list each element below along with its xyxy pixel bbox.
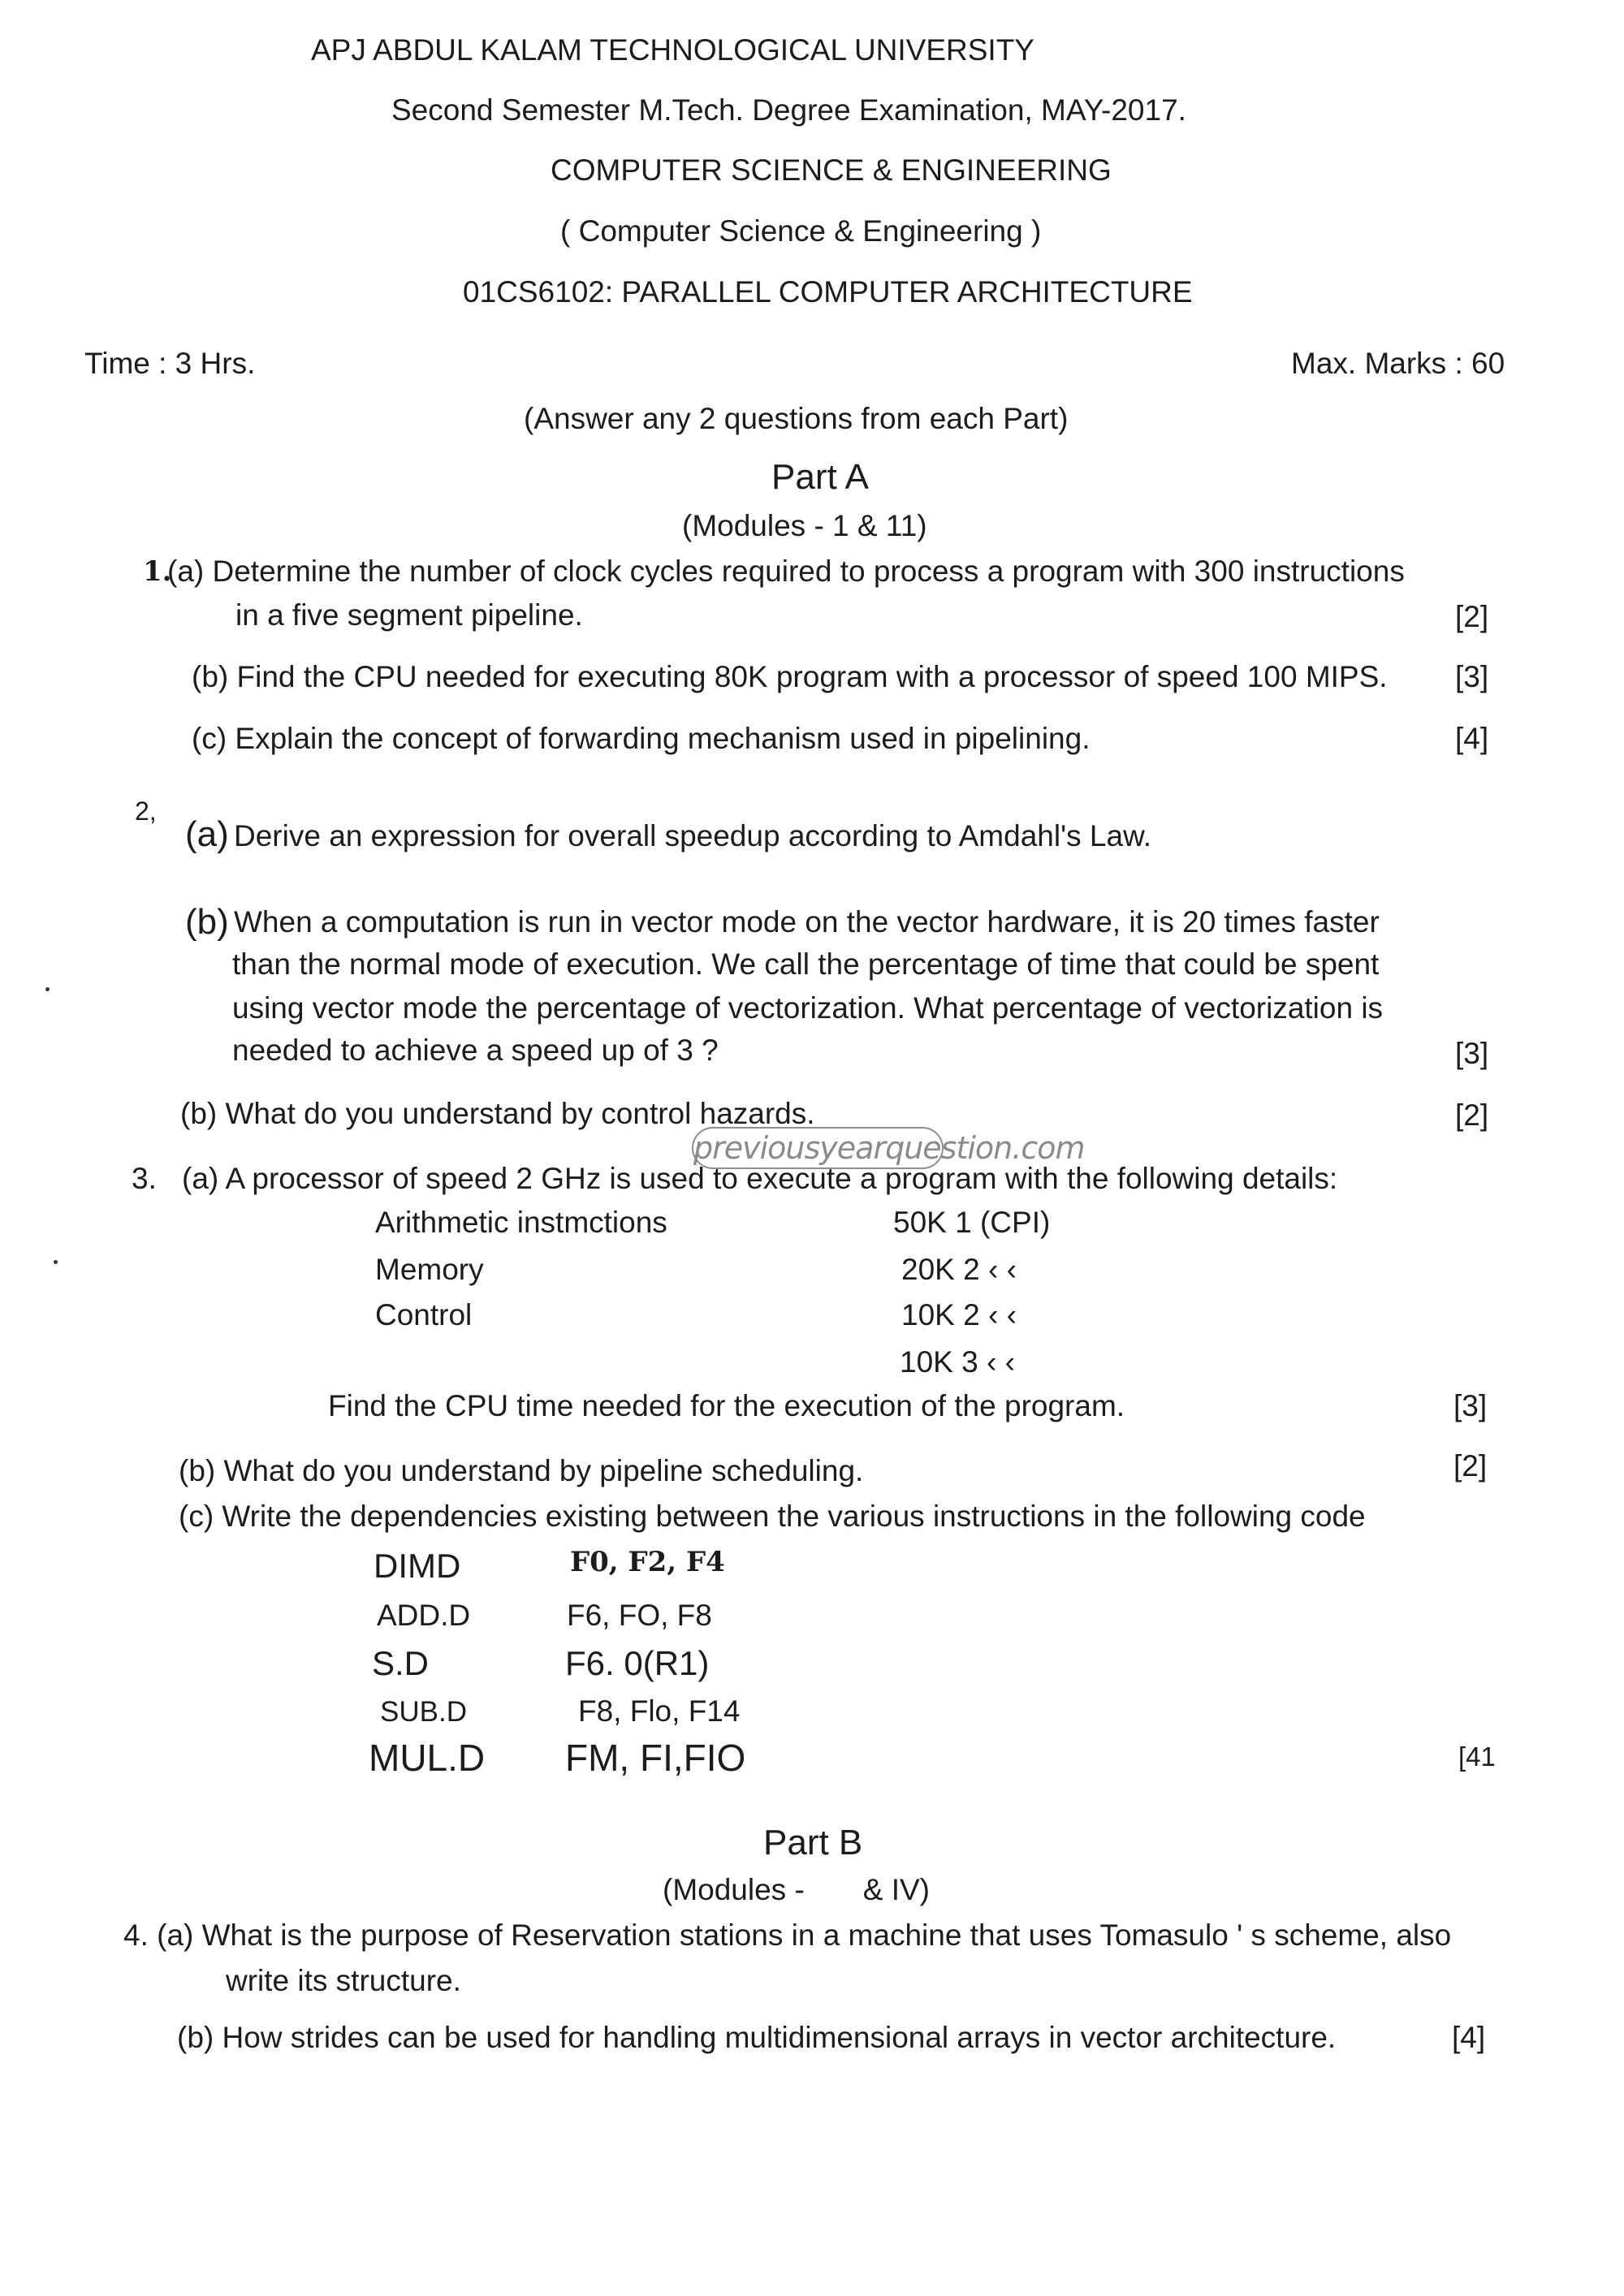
q2b-line3: using vector mode the percentage of vectorization. What percentage of vectorization is xyxy=(232,991,1384,1025)
code-args: F0, F2, F4 xyxy=(570,1546,725,1578)
q3a-find: Find the CPU time needed for the execution of the program. xyxy=(328,1389,1125,1422)
code-args: F8, Flo, F14 xyxy=(578,1694,741,1728)
department: COMPUTER SCIENCE & ENGINEERING xyxy=(551,153,1112,187)
q3-row-value: 50K 1 (CPI) xyxy=(893,1206,1051,1239)
q1c-marks: [4] xyxy=(1455,722,1489,755)
watermark-stamp: previousyearquestion.com xyxy=(692,1127,944,1169)
q2-number: 2, xyxy=(135,796,157,826)
part-b-modules: (Modules - & IV) xyxy=(663,1873,930,1906)
code-op: S.D xyxy=(372,1644,430,1682)
exam-time: Time : 3 Hrs. xyxy=(84,347,256,380)
q2b-line1: When a computation is run in vector mode on the vector hardware, it is 20 times faster xyxy=(234,905,1380,939)
q3c-text: (c) Write the dependencies existing between the various instructions in the following code xyxy=(179,1500,1366,1533)
max-marks: Max. Marks : 60 xyxy=(1291,347,1505,380)
code-args: F6. 0(R1) xyxy=(565,1644,710,1682)
q2b-line2: than the normal mode of execution. We call the percentage of time that could be spent xyxy=(232,947,1380,981)
code-args: FM, FI,FIO xyxy=(565,1737,746,1779)
q3b-marks: [2] xyxy=(1453,1449,1488,1482)
q3-row-value: 10K 2 ‹ ‹ xyxy=(901,1298,1017,1331)
q2a-label: (a) xyxy=(185,814,229,854)
stray-mark xyxy=(54,1260,58,1264)
q3-row-value: 20K 2 ‹ ‹ xyxy=(901,1253,1017,1286)
q1a-line2: in a five segment pipeline. xyxy=(235,598,583,632)
university-name: APJ ABDUL KALAM TECHNOLOGICAL UNIVERSITY xyxy=(311,33,1034,67)
code-op: MUL.D xyxy=(369,1737,486,1779)
stream: ( Computer Science & Engineering ) xyxy=(560,214,1042,248)
code-args: F6, FO, F8 xyxy=(567,1599,712,1632)
q2b-line4: needed to achieve a speed up of 3 ? xyxy=(232,1034,719,1067)
q4b-text: (b) How strides can be used for handling multidimensional arrays in vector architecture. xyxy=(177,2021,1337,2054)
q4b-marks: [4] xyxy=(1452,2021,1486,2054)
q2c-text: (b) What do you understand by control hazards. xyxy=(180,1097,815,1130)
q3-number: 3. xyxy=(132,1162,157,1195)
q3a-text: (a) A processor of speed 2 GHz is used to execute a program with the following details: xyxy=(182,1162,1338,1195)
q3-row-label: Memory xyxy=(375,1253,484,1286)
q3-row-label: Arithmetic instmctions xyxy=(375,1206,667,1239)
q1-number: 1. xyxy=(143,555,172,588)
q3-row-value: 10K 3 ‹ ‹ xyxy=(900,1345,1015,1379)
q1a-marks: [2] xyxy=(1455,600,1489,633)
part-b-title: Part B xyxy=(763,1823,863,1862)
part-a-modules: (Modules - 1 & 11) xyxy=(682,509,927,542)
q2b-label: (b) xyxy=(185,902,229,942)
q1c-text: (c) Explain the concept of forwarding mechanism used in pipelining. xyxy=(192,722,1091,755)
course-title: 01CS6102: PARALLEL COMPUTER ARCHITECTURE xyxy=(463,275,1193,309)
code-op: ADD.D xyxy=(377,1599,471,1632)
q2a-text: Derive an expression for overall speedup according to Amdahl's Law. xyxy=(234,819,1152,852)
q1b-text: (b) Find the CPU needed for executing 80K program with a processor of speed 100 MIPS. xyxy=(192,660,1388,693)
q3c-marks: [41 xyxy=(1458,1741,1496,1772)
q1a-line1: (a) Determine the number of clock cycles required to process a program with 300 instructions xyxy=(167,555,1405,588)
q4a-line2: write its structure. xyxy=(226,1964,461,1997)
part-a-title: Part A xyxy=(771,457,869,497)
code-op: DIMD xyxy=(374,1547,461,1585)
q3a-marks: [3] xyxy=(1453,1389,1488,1422)
q2b-marks: [3] xyxy=(1455,1037,1489,1070)
q3b-text: (b) What do you understand by pipeline scheduling. xyxy=(179,1454,864,1487)
stray-mark xyxy=(45,987,50,991)
q1b-marks: [3] xyxy=(1455,660,1489,693)
code-op: SUB.D xyxy=(380,1696,467,1728)
instruction: (Answer any 2 questions from each Part) xyxy=(524,402,1069,435)
q2c-marks: [2] xyxy=(1455,1098,1489,1132)
q4a-line1: 4. (a) What is the purpose of Reservation stations in a machine that uses Tomasulo ' s scheme, also xyxy=(123,1918,1452,1952)
exam-title: Second Semester M.Tech. Degree Examination, MAY-2017. xyxy=(391,93,1186,127)
q3-row-label: Control xyxy=(375,1298,473,1331)
